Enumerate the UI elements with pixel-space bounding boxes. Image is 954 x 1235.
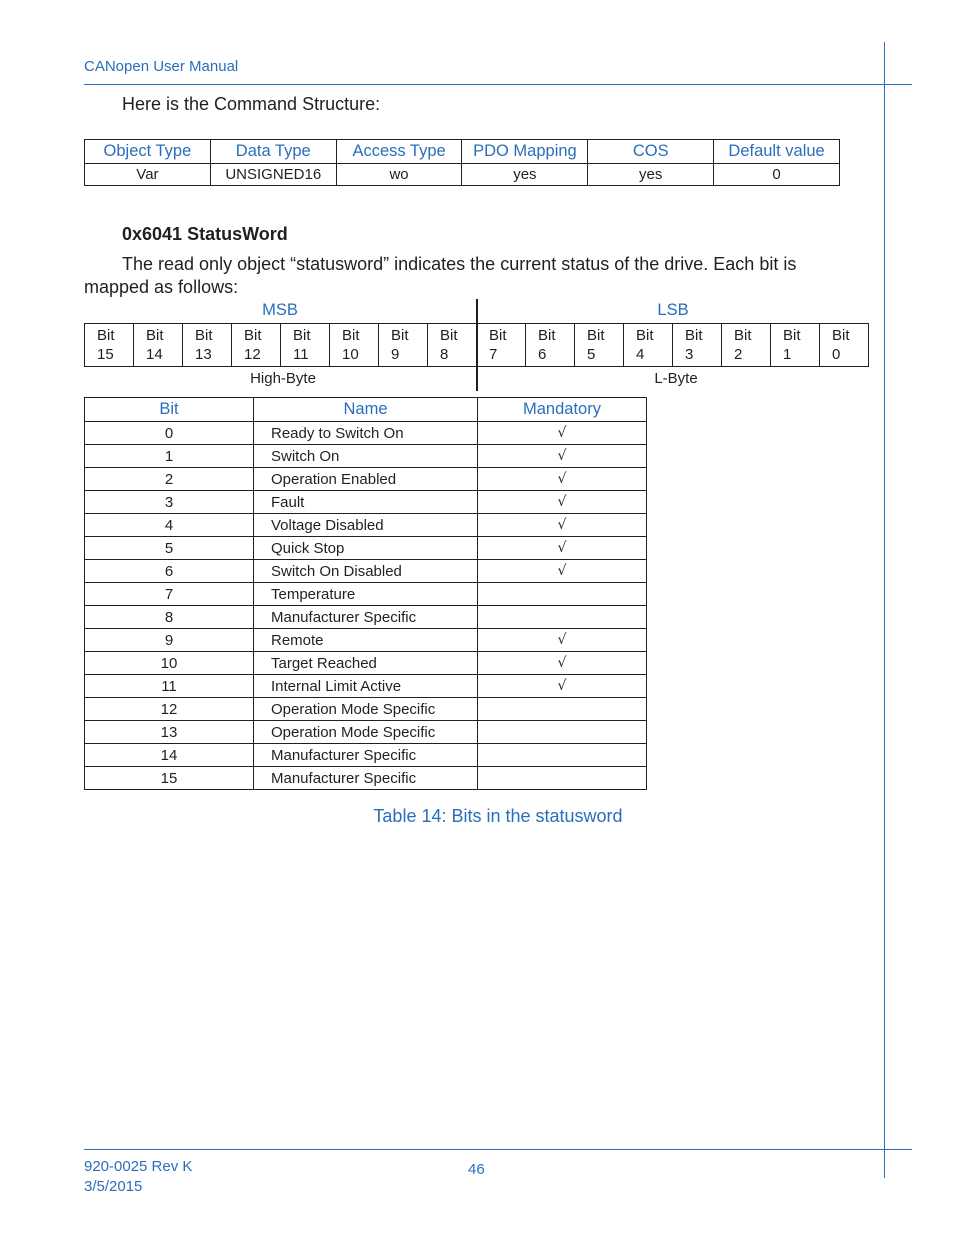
bit-cell bbox=[134, 324, 183, 367]
bit-cell bbox=[673, 324, 722, 367]
table-row bbox=[85, 606, 647, 629]
table-row bbox=[85, 629, 647, 652]
table-row bbox=[85, 721, 647, 744]
bit-cell-number: 2 bbox=[734, 346, 743, 363]
bit-cell-number: 0 bbox=[832, 346, 841, 363]
bit-cell-number: 10 bbox=[342, 346, 359, 363]
bit-cell-number: 13 bbox=[195, 346, 212, 363]
table-row bbox=[85, 767, 647, 790]
table-row bbox=[85, 468, 647, 491]
table-row bbox=[85, 583, 647, 606]
bit-cell-number: 5 bbox=[587, 346, 596, 363]
bit-cell bbox=[526, 324, 575, 367]
bit-cell-number: 8 bbox=[440, 346, 449, 363]
bit-cell: 6 bbox=[85, 560, 254, 583]
right-margin-rule bbox=[884, 42, 885, 1178]
status-table-header-row bbox=[85, 398, 647, 422]
bit-cell: 12 bbox=[85, 698, 254, 721]
header-cos: COS bbox=[588, 140, 714, 164]
header-name: Name bbox=[254, 398, 478, 422]
mandatory-cell: √ bbox=[478, 537, 647, 560]
statusword-bits-table bbox=[84, 397, 647, 790]
bit-cell-label: Bit bbox=[440, 327, 458, 344]
header-pdo-mapping: PDO Mapping bbox=[462, 140, 588, 164]
name-cell: Target Reached bbox=[254, 652, 478, 675]
bit-cell-number: 12 bbox=[244, 346, 261, 363]
name-cell: Ready to Switch On bbox=[254, 422, 478, 445]
mandatory-cell: √ bbox=[478, 468, 647, 491]
bit-cell-label: Bit bbox=[342, 327, 360, 344]
bit-cell bbox=[232, 324, 281, 367]
footer-rule bbox=[84, 1149, 912, 1150]
table-row bbox=[85, 560, 647, 583]
cell-access-type: wo bbox=[336, 164, 462, 186]
msb-label: MSB bbox=[262, 301, 298, 319]
name-cell: Manufacturer Specific bbox=[254, 767, 478, 790]
bit-cell bbox=[477, 324, 526, 367]
page-number: 46 bbox=[468, 1161, 485, 1178]
header-rule bbox=[84, 84, 912, 85]
bit-cell-label: Bit bbox=[195, 327, 213, 344]
bit-cell: 11 bbox=[85, 675, 254, 698]
table-row bbox=[85, 445, 647, 468]
command-table-row bbox=[85, 164, 840, 186]
name-cell: Switch On Disabled bbox=[254, 560, 478, 583]
mandatory-cell bbox=[478, 744, 647, 767]
high-byte-label: High-Byte bbox=[250, 370, 316, 387]
header-title: CANopen User Manual bbox=[84, 58, 239, 75]
table-row bbox=[85, 491, 647, 514]
bit-cell: 5 bbox=[85, 537, 254, 560]
header-data-type: Data Type bbox=[210, 140, 336, 164]
cell-default-value: 0 bbox=[714, 164, 840, 186]
header-mandatory: Mandatory bbox=[478, 398, 647, 422]
name-cell: Internal Limit Active bbox=[254, 675, 478, 698]
name-cell: Manufacturer Specific bbox=[254, 744, 478, 767]
name-cell: Quick Stop bbox=[254, 537, 478, 560]
section-paragraph-line2: mapped as follows: bbox=[84, 277, 239, 297]
table-row bbox=[85, 422, 647, 445]
mandatory-cell: √ bbox=[478, 445, 647, 468]
cell-data-type: UNSIGNED16 bbox=[210, 164, 336, 186]
bit-cell: 7 bbox=[85, 583, 254, 606]
mandatory-cell bbox=[478, 606, 647, 629]
bit-cell bbox=[183, 324, 232, 367]
bit-cell: 4 bbox=[85, 514, 254, 537]
bit-cell: 1 bbox=[85, 445, 254, 468]
bit-cell-label: Bit bbox=[97, 327, 115, 344]
mandatory-cell: √ bbox=[478, 422, 647, 445]
table-row bbox=[85, 514, 647, 537]
bit-cell bbox=[771, 324, 820, 367]
bit-cell-number: 11 bbox=[293, 346, 309, 363]
bit-cell-number: 6 bbox=[538, 346, 547, 363]
bit-cell-label: Bit bbox=[489, 327, 507, 344]
name-cell: Operation Mode Specific bbox=[254, 721, 478, 744]
bit-cell-number: 3 bbox=[685, 346, 694, 363]
mandatory-cell: √ bbox=[478, 560, 647, 583]
mandatory-cell: √ bbox=[478, 514, 647, 537]
mandatory-cell: √ bbox=[478, 652, 647, 675]
table-row bbox=[85, 675, 647, 698]
bit-map-row bbox=[85, 324, 869, 367]
bit-cell: 10 bbox=[85, 652, 254, 675]
bit-cell bbox=[820, 324, 869, 367]
header-default-value: Default value bbox=[714, 140, 840, 164]
name-cell: Operation Mode Specific bbox=[254, 698, 478, 721]
bit-cell-label: Bit bbox=[293, 327, 311, 344]
section-paragraph-line1: The read only object “statusword” indicates the current status of the drive. Each bit is bbox=[122, 254, 797, 274]
footer-doc-number: 920-0025 Rev K bbox=[84, 1158, 193, 1175]
mandatory-cell bbox=[478, 583, 647, 606]
bit-cell-label: Bit bbox=[783, 327, 801, 344]
table-row bbox=[85, 744, 647, 767]
header-object-type: Object Type bbox=[85, 140, 211, 164]
name-cell: Fault bbox=[254, 491, 478, 514]
footer-date: 3/5/2015 bbox=[84, 1178, 143, 1195]
bit-cell: 14 bbox=[85, 744, 254, 767]
header-access-type: Access Type bbox=[336, 140, 462, 164]
mandatory-cell bbox=[478, 721, 647, 744]
name-cell: Remote bbox=[254, 629, 478, 652]
bit-cell-label: Bit bbox=[538, 327, 556, 344]
bit-cell: 0 bbox=[85, 422, 254, 445]
command-table-header-row bbox=[85, 140, 840, 164]
table-caption: Table 14: Bits in the statusword bbox=[373, 806, 623, 826]
table-row bbox=[85, 652, 647, 675]
bit-cell-number: 14 bbox=[146, 346, 163, 363]
mandatory-cell bbox=[478, 767, 647, 790]
name-cell: Temperature bbox=[254, 583, 478, 606]
bit-cell: 15 bbox=[85, 767, 254, 790]
bit-cell-label: Bit bbox=[636, 327, 654, 344]
name-cell: Operation Enabled bbox=[254, 468, 478, 491]
bit-cell: 9 bbox=[85, 629, 254, 652]
bit-cell-label: Bit bbox=[244, 327, 262, 344]
bit-cell-label: Bit bbox=[146, 327, 164, 344]
bit-cell-label: Bit bbox=[587, 327, 605, 344]
name-cell: Voltage Disabled bbox=[254, 514, 478, 537]
mandatory-cell: √ bbox=[478, 675, 647, 698]
bit-cell-number: 7 bbox=[489, 346, 498, 363]
bit-cell bbox=[379, 324, 428, 367]
bit-cell-number: 9 bbox=[391, 346, 400, 363]
bit-cell-label: Bit bbox=[391, 327, 409, 344]
bit-cell bbox=[330, 324, 379, 367]
bit-cell bbox=[575, 324, 624, 367]
name-cell: Switch On bbox=[254, 445, 478, 468]
table-row bbox=[85, 537, 647, 560]
bit-cell: 13 bbox=[85, 721, 254, 744]
intro-text: Here is the Command Structure: bbox=[122, 94, 381, 114]
bit-cell bbox=[85, 324, 134, 367]
table-row bbox=[85, 698, 647, 721]
cell-cos: yes bbox=[588, 164, 714, 186]
cell-object-type: Var bbox=[85, 164, 211, 186]
bit-map-table bbox=[84, 323, 869, 367]
bit-cell-label: Bit bbox=[685, 327, 703, 344]
bit-cell-number: 1 bbox=[783, 346, 792, 363]
mandatory-cell bbox=[478, 698, 647, 721]
low-byte-label: L-Byte bbox=[654, 370, 698, 387]
bit-cell-label: Bit bbox=[734, 327, 752, 344]
command-structure-table bbox=[84, 139, 840, 186]
bit-cell-number: 4 bbox=[636, 346, 645, 363]
bit-cell: 2 bbox=[85, 468, 254, 491]
mandatory-cell: √ bbox=[478, 491, 647, 514]
header-bit: Bit bbox=[85, 398, 254, 422]
bit-cell-number: 15 bbox=[97, 346, 114, 363]
lsb-label: LSB bbox=[657, 301, 689, 319]
cell-pdo-mapping: yes bbox=[462, 164, 588, 186]
mandatory-cell: √ bbox=[478, 629, 647, 652]
bit-cell: 8 bbox=[85, 606, 254, 629]
name-cell: Manufacturer Specific bbox=[254, 606, 478, 629]
bit-cell bbox=[281, 324, 330, 367]
bit-cell bbox=[428, 324, 477, 367]
section-heading: 0x6041 StatusWord bbox=[122, 224, 288, 244]
bit-cell-label: Bit bbox=[832, 327, 850, 344]
bit-cell bbox=[722, 324, 771, 367]
bit-cell: 3 bbox=[85, 491, 254, 514]
bit-cell bbox=[624, 324, 673, 367]
